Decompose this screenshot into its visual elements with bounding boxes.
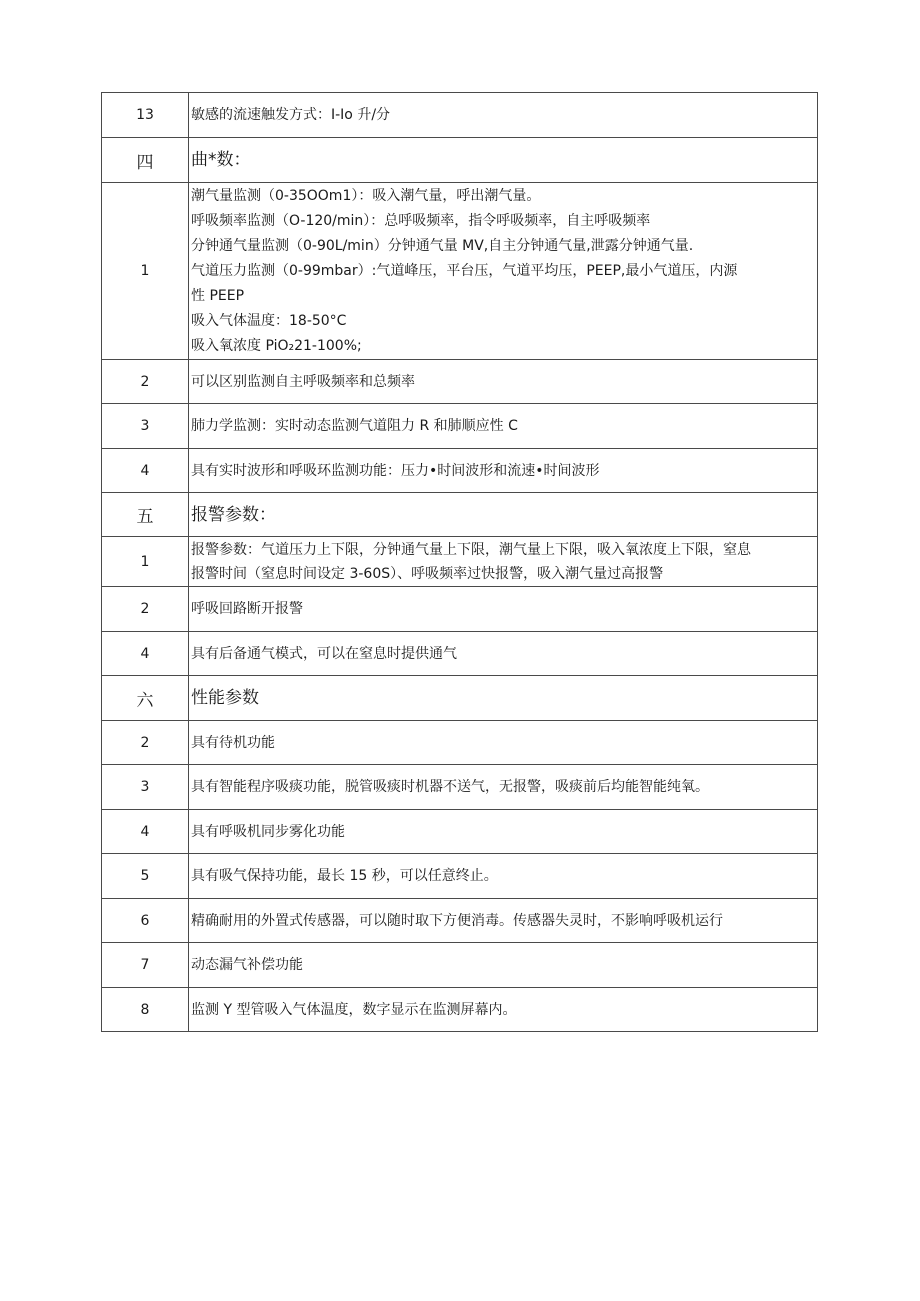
- row-number: 5: [102, 854, 189, 899]
- row-number: 1: [102, 537, 189, 587]
- row-description: 具有实时波形和呼吸环监测功能：压力•时间波形和流速•时间波形: [189, 449, 818, 493]
- section-title: 报警参数：: [189, 493, 818, 537]
- row-description: 可以区别监测自主呼吸频率和总频率: [189, 360, 818, 404]
- section-heading-row: [102, 493, 818, 537]
- row-description: [189, 537, 818, 587]
- table-row: [102, 537, 818, 587]
- row-description: 敏感的流速触发方式：I-Io 升/分: [189, 93, 818, 138]
- description-line: 性 PEEP: [191, 288, 245, 304]
- row-number: 4: [102, 810, 189, 854]
- description-line: 气道压力监测（0-99mbar）:气道峰压，平台压，气道平均压，PEEP,最小气道压，内源: [191, 263, 738, 279]
- description-line: 潮气量监测（0-35OOm1）：吸入潮气量，呼出潮气量。: [191, 188, 541, 204]
- description-line: 吸入氧浓度 PiO₂21-100%;: [191, 338, 362, 354]
- section-heading-row: [102, 138, 818, 183]
- table-row: [102, 587, 818, 632]
- row-number: 1: [102, 183, 189, 360]
- table-row: [102, 404, 818, 449]
- row-description: 精确耐用的外置式传感器，可以随时取下方便消毒。传感器失灵时，不影响呼吸机运行: [189, 899, 818, 943]
- table-row: [102, 810, 818, 854]
- row-description: 具有呼吸机同步雾化功能: [189, 810, 818, 854]
- row-number: 2: [102, 721, 189, 765]
- table-row: [102, 360, 818, 404]
- section-number: 四: [102, 138, 189, 183]
- row-number: 13: [102, 93, 189, 138]
- row-number: 4: [102, 449, 189, 493]
- table-row: [102, 449, 818, 493]
- row-description: [189, 183, 818, 360]
- table-row: [102, 988, 818, 1032]
- row-description: 呼吸回路断开报警: [189, 587, 818, 632]
- description-line: 报警时间（窒息时间设定 3-60S）、呼吸频率过快报警，吸入潮气量过高报警: [191, 565, 664, 582]
- row-description: 肺力学监测：实时动态监测气道阻力 R 和肺顺应性 C: [189, 404, 818, 449]
- row-number: 3: [102, 765, 189, 810]
- section-heading-row: [102, 676, 818, 721]
- description-line: 报警参数：气道压力上下限，分钟通气量上下限，潮气量上下限，吸入氧浓度上下限，窒息: [191, 541, 751, 558]
- description-line: 呼吸频率监测（O-120/min）：总呼吸频率，指令呼吸频率，自主呼吸频率: [191, 213, 651, 229]
- row-number: 6: [102, 899, 189, 943]
- row-number: 4: [102, 632, 189, 676]
- table-row: [102, 183, 818, 360]
- row-number: 7: [102, 943, 189, 988]
- table-row: [102, 93, 818, 138]
- table-row: [102, 765, 818, 810]
- row-description: 具有待机功能: [189, 721, 818, 765]
- row-number: 2: [102, 587, 189, 632]
- table-row: [102, 899, 818, 943]
- spec-table: [101, 92, 818, 1032]
- table-row: [102, 854, 818, 899]
- table-row: [102, 943, 818, 988]
- row-description: 监测 Y 型管吸入气体温度，数字显示在监测屏幕内。: [189, 988, 818, 1032]
- row-description: 具有后备通气模式，可以在窒息时提供通气: [189, 632, 818, 676]
- table-row: [102, 721, 818, 765]
- section-number: 五: [102, 493, 189, 537]
- section-title: 曲*数：: [189, 138, 818, 183]
- row-description: 具有吸气保持功能，最长 15 秒，可以任意终止。: [189, 854, 818, 899]
- section-title: 性能参数: [189, 676, 818, 721]
- row-description: 具有智能程序吸痰功能，脱管吸痰时机器不送气，无报警，吸痰前后均能智能纯氧。: [189, 765, 818, 810]
- section-number: 六: [102, 676, 189, 721]
- description-line: 吸入气体温度：18-50°C: [191, 313, 347, 329]
- row-description: 动态漏气补偿功能: [189, 943, 818, 988]
- row-number: 2: [102, 360, 189, 404]
- table-row: [102, 632, 818, 676]
- description-line: 分钟通气量监测（0-90L/min）分钟通气量 MV,自主分钟通气量,泄露分钟通气量.: [191, 238, 694, 254]
- row-number: 8: [102, 988, 189, 1032]
- row-number: 3: [102, 404, 189, 449]
